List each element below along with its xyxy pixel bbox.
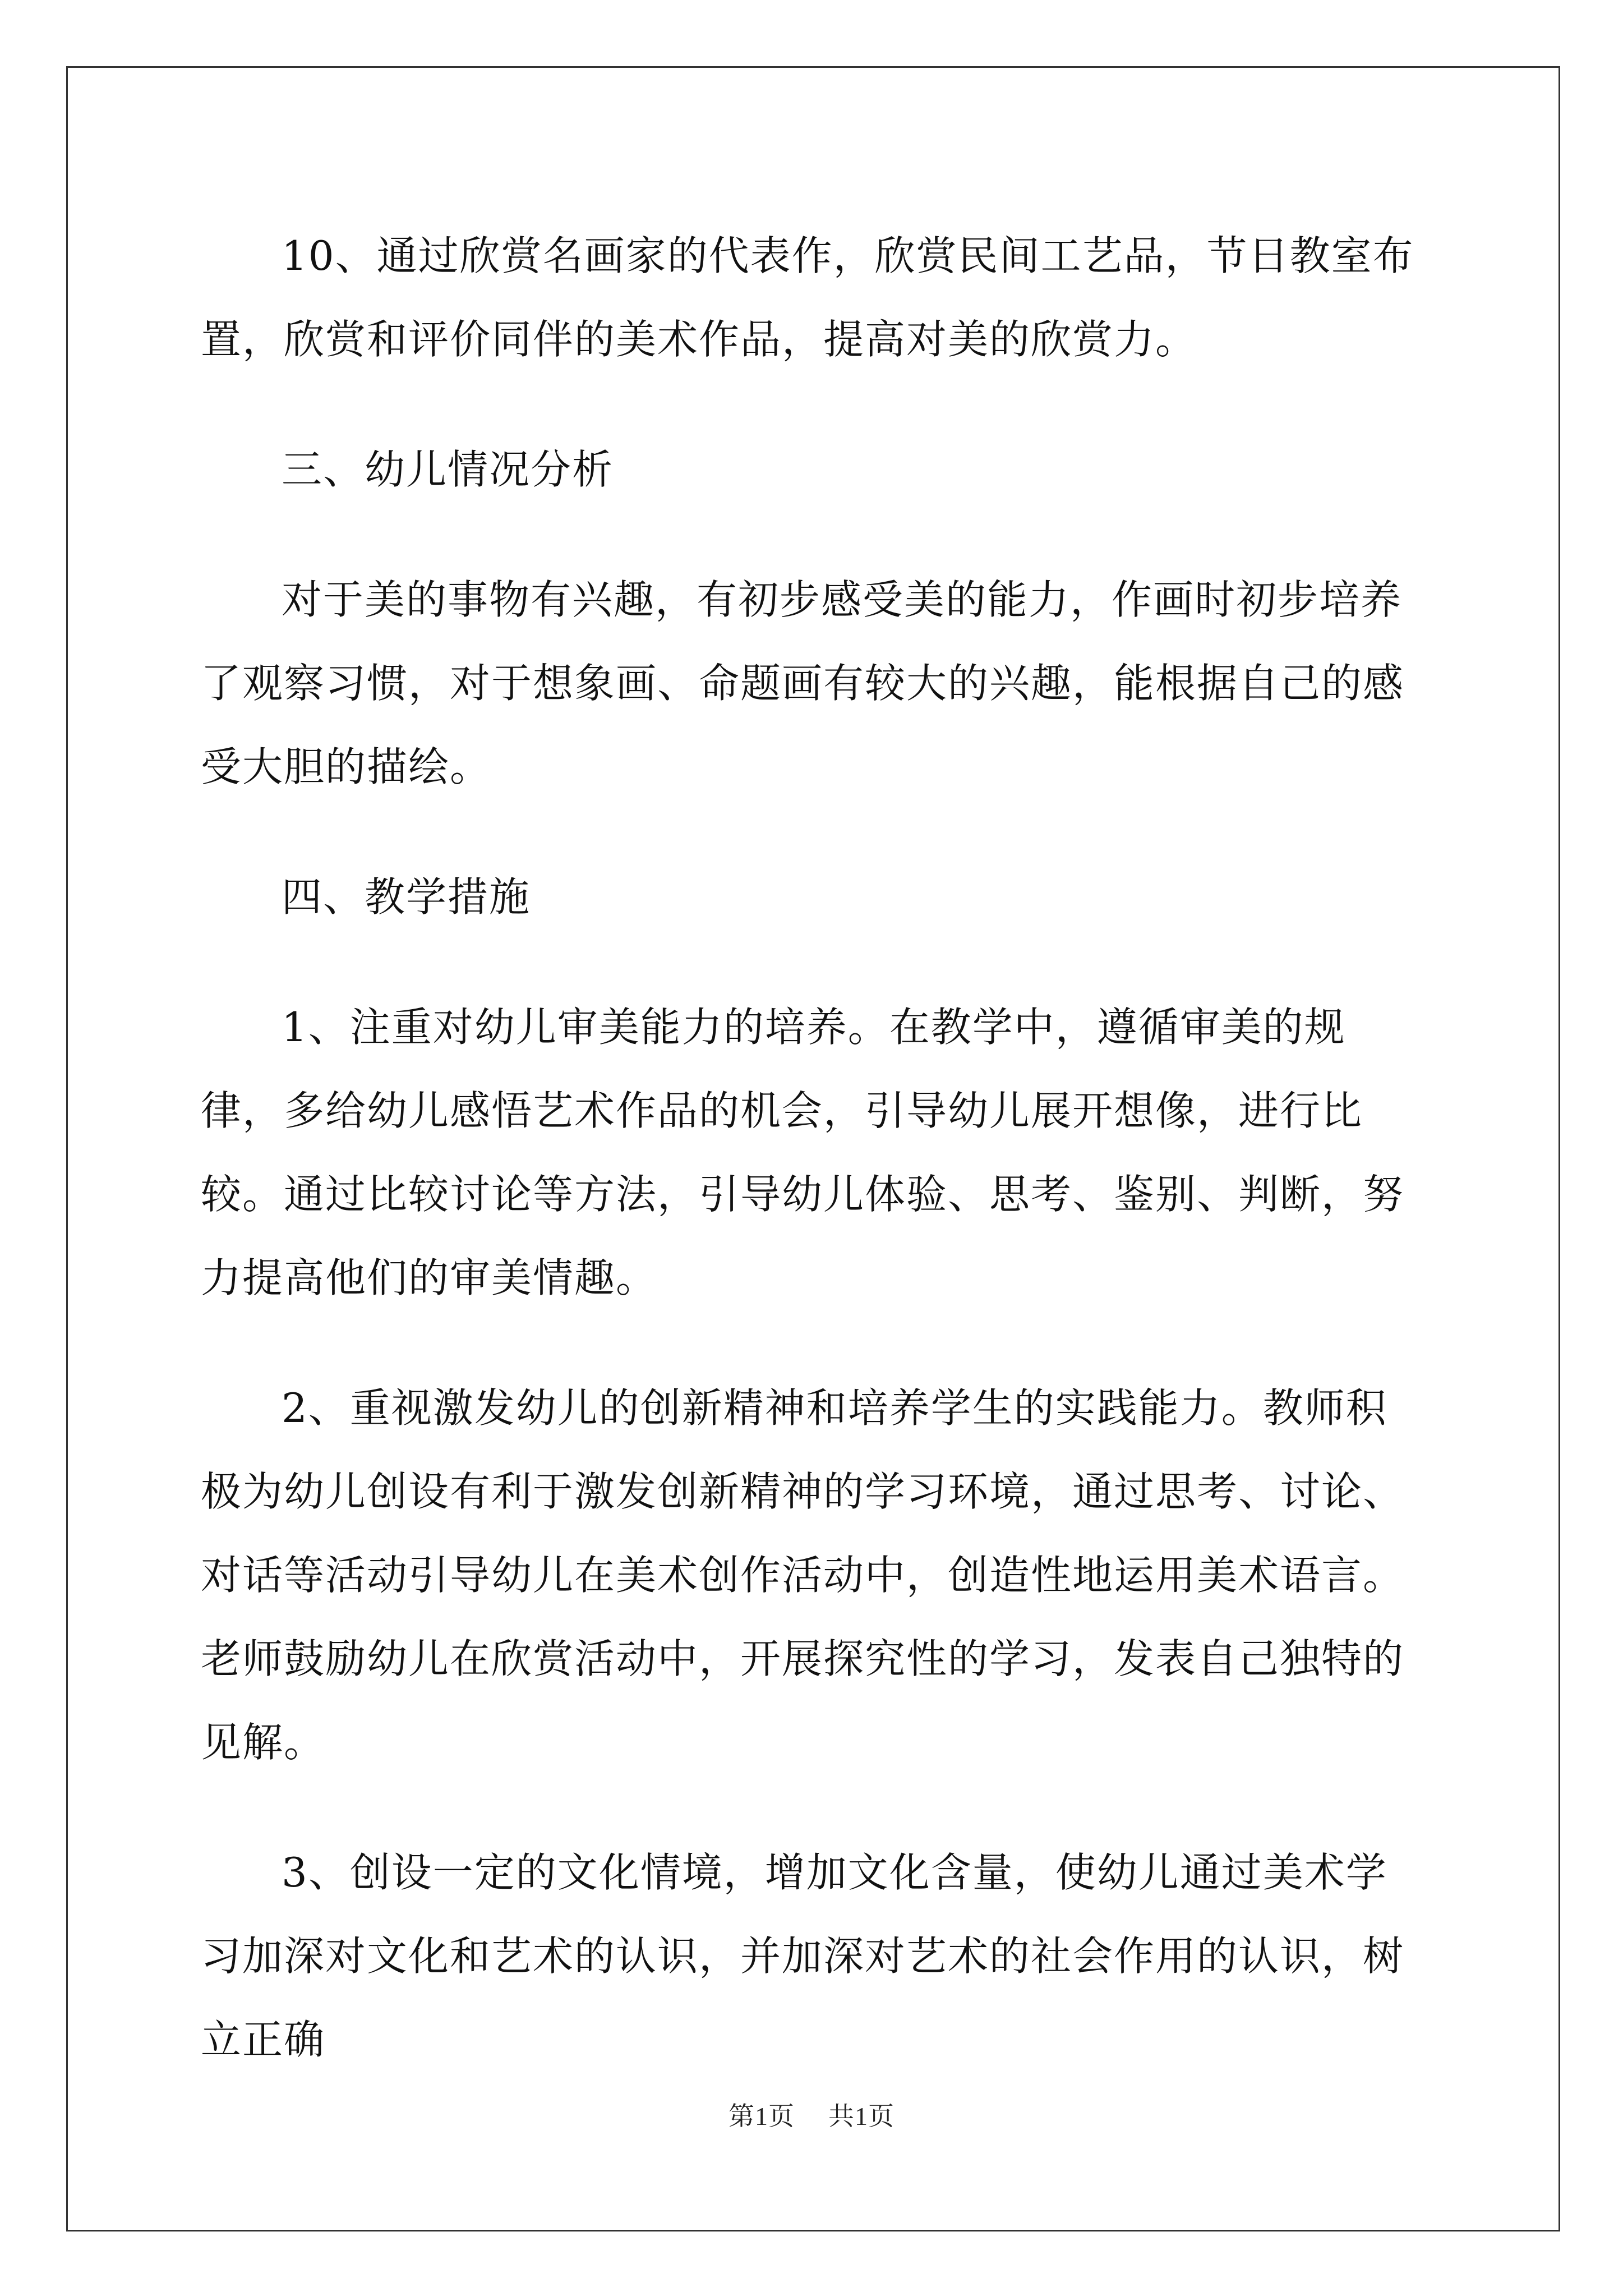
paragraph-measure-3: 3、创设一定的文化情境，增加文化含量，使幼儿通过美术学习加深对文化和艺术的认识，并加深对艺术的社会作用的认识，树立正确 bbox=[201, 1849, 1405, 2063]
heading-teaching-measures: 四、教学措施 bbox=[282, 873, 531, 921]
document-body bbox=[201, 214, 1427, 2082]
paragraph-child-analysis: 对于美的事物有兴趣，有初步感受美的能力，作画时初步培养了观察习惯，对于想象画、命题画有较大的兴趣，能根据自己的感受大胆的描绘。 bbox=[201, 576, 1405, 790]
paragraph-measure-1: 1、注重对幼儿审美能力的培养。在教学中，遵循审美的规律，多给幼儿感悟艺术作品的机会，引导幼儿展开想像，进行比较。通过比较讨论等方法，引导幼儿体验、思考、鉴别、判断，努力提高他们的审美情趣。 bbox=[201, 1004, 1405, 1301]
paragraph-appreciation-goal: 10、通过欣赏名画家的代表作，欣赏民间工艺品，节日教室布置，欣赏和评价同伴的美术作品，提高对美的欣赏力。 bbox=[201, 232, 1414, 363]
page-number: 第1页 bbox=[728, 2102, 795, 2131]
heading-child-analysis: 三、幼儿情况分析 bbox=[282, 446, 614, 493]
page-footer bbox=[0, 2096, 1623, 2133]
paragraph-measure-2: 2、重视激发幼儿的创新精神和培养学生的实践能力。教师积极为幼儿创设有利于激发创新精神的学习环境，通过思考、讨论、对话等活动引导幼儿在美术创作活动中，创造性地运用美术语言。老师鼓励幼儿在欣赏活动中，开展探究性的学习，发表自己独特的见解。 bbox=[201, 1384, 1405, 1766]
page-count: 共1页 bbox=[828, 2102, 895, 2131]
